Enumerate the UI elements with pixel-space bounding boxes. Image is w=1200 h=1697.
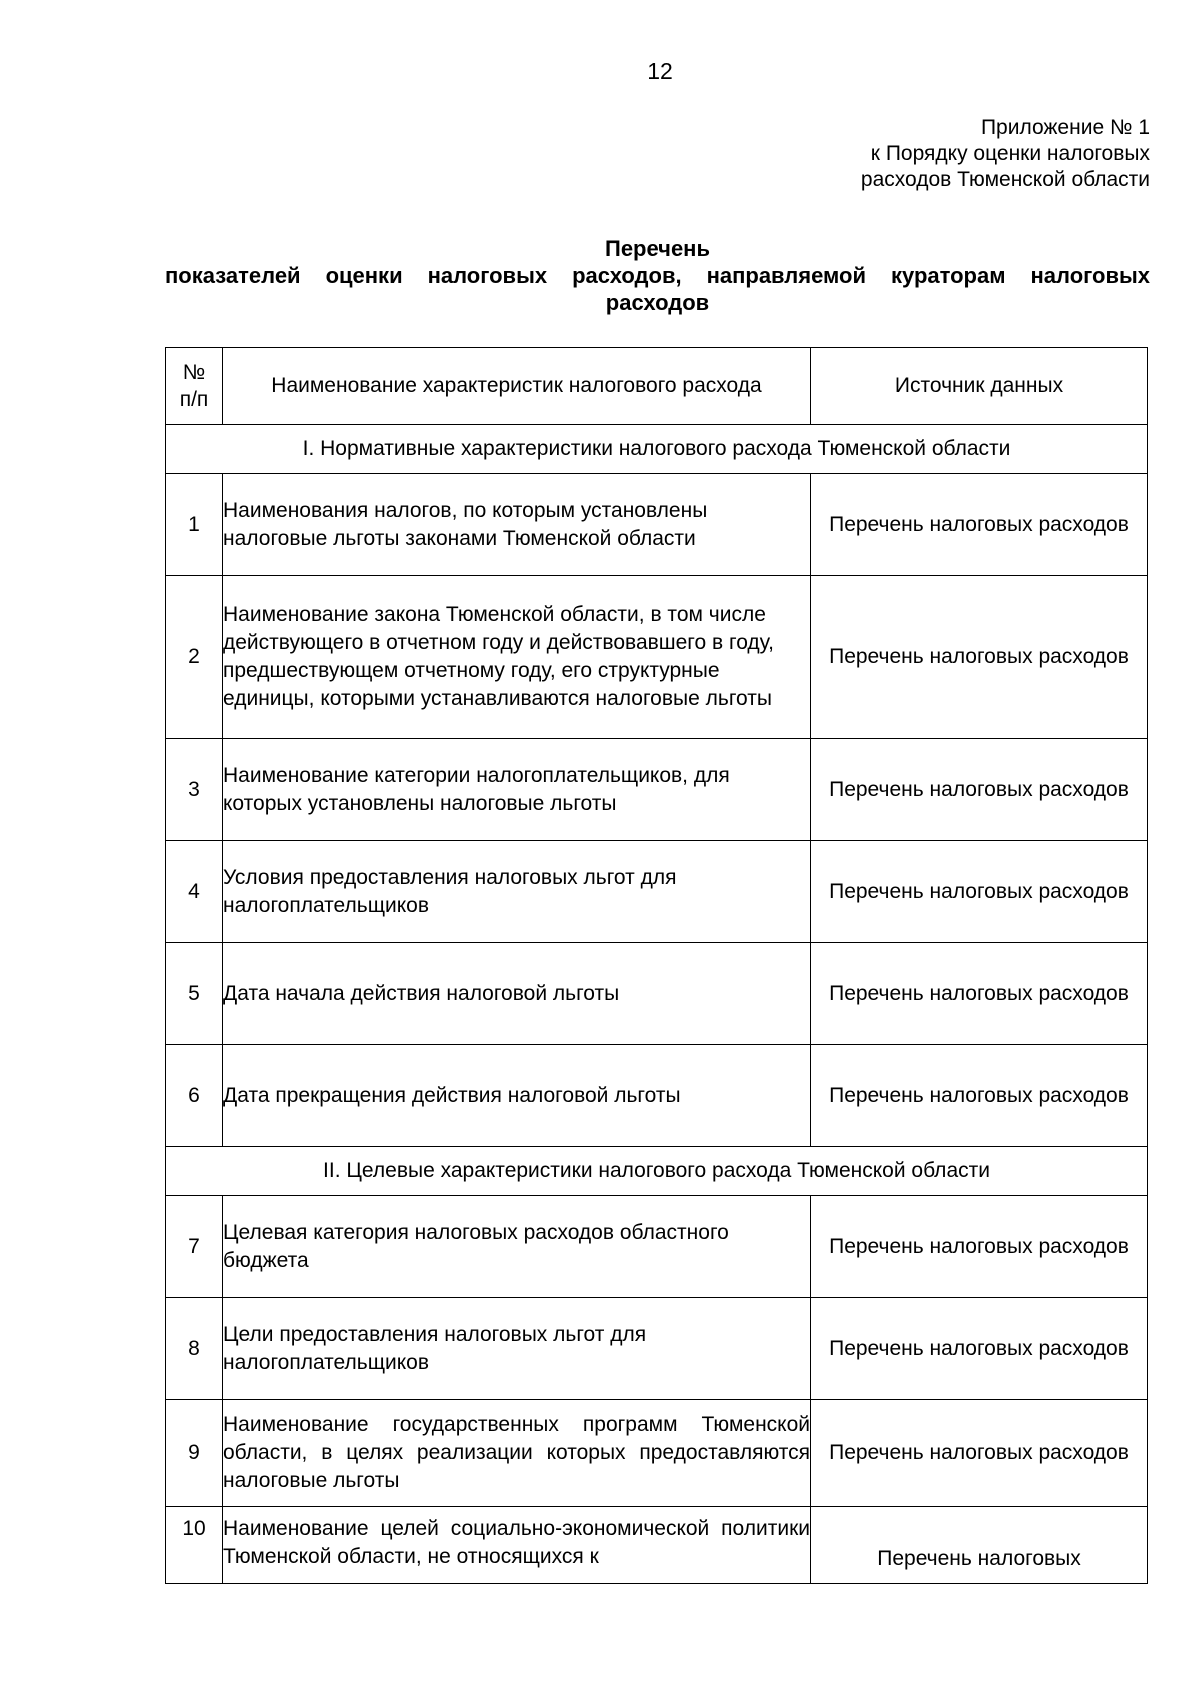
- row-num: 4: [166, 841, 223, 943]
- row-num: 10: [166, 1507, 223, 1584]
- section-title-1: I. Нормативные характеристики налогового расхода Тюменской области: [166, 425, 1148, 474]
- row-num: 2: [166, 576, 223, 739]
- row-source: Перечень налоговых расходов: [811, 1298, 1148, 1400]
- row-name: Наименования налогов, по которым установлены налоговые льготы законами Тюменской области: [223, 474, 811, 576]
- appendix-reference: [861, 115, 1150, 193]
- section-row-2: [166, 1147, 1148, 1196]
- row-name: Наименование целей социально-экономической политики Тюменской области, не относящихся к: [223, 1507, 811, 1584]
- title-line-3: расходов: [605, 290, 710, 315]
- appendix-line-2: к Порядку оценки налоговых: [870, 142, 1150, 165]
- appendix-line-3: расходов Тюменской области: [860, 168, 1150, 191]
- title-line-1: Перечень: [605, 236, 710, 261]
- row-name: Цели предоставления налоговых льгот для налогоплательщиков: [223, 1298, 811, 1400]
- row-source: Перечень налоговых расходов: [811, 841, 1148, 943]
- row-name: Дата начала действия налоговой льготы: [223, 943, 811, 1045]
- row-num: 8: [166, 1298, 223, 1400]
- appendix-line-1: Приложение № 1: [980, 116, 1150, 139]
- section-row-1: [166, 425, 1148, 474]
- row-source: Перечень налоговых расходов: [811, 1400, 1148, 1507]
- table-row: [166, 841, 1148, 943]
- title-line-2: показателей оценки налоговых расходов, направляемой кураторам налоговых: [165, 263, 1150, 288]
- page-number: 12: [647, 58, 673, 84]
- document-title: [165, 235, 1150, 316]
- row-name: Целевая категория налоговых расходов областного бюджета: [223, 1196, 811, 1298]
- table-row: [166, 1507, 1148, 1584]
- row-source: Перечень налоговых расходов: [811, 576, 1148, 739]
- row-source: Перечень налоговых расходов: [811, 474, 1148, 576]
- table-header-row: [166, 348, 1148, 425]
- row-source: Перечень налоговых расходов: [811, 943, 1148, 1045]
- table-row: [166, 1045, 1148, 1147]
- row-num: 7: [166, 1196, 223, 1298]
- section-title-2: II. Целевые характеристики налогового расхода Тюменской области: [166, 1147, 1148, 1196]
- row-source: Перечень налоговых расходов: [811, 1196, 1148, 1298]
- row-name: Наименование государственных программ Тюменской области, в целях реализации которых предоставляются налоговые льготы: [223, 1400, 811, 1507]
- indicators-table: [165, 347, 1148, 1584]
- row-num: 3: [166, 739, 223, 841]
- row-num: 1: [166, 474, 223, 576]
- row-num: 5: [166, 943, 223, 1045]
- header-name: Наименование характеристик налогового расхода: [223, 348, 811, 425]
- row-num: 6: [166, 1045, 223, 1147]
- table-row: [166, 943, 1148, 1045]
- header-num: [166, 348, 223, 425]
- table-row: [166, 739, 1148, 841]
- row-name: Условия предоставления налоговых льгот для налогоплательщиков: [223, 841, 811, 943]
- table-row: [166, 1400, 1148, 1507]
- table-row: [166, 474, 1148, 576]
- table-row: [166, 1298, 1148, 1400]
- row-num: 9: [166, 1400, 223, 1507]
- row-name: Наименование закона Тюменской области, в том числе действующего в отчетном году и действовавшего в году, предшествующем отчетному году, его структурные единицы, которыми устанавливаются налоговые льготы: [223, 576, 811, 739]
- row-name: Дата прекращения действия налоговой льготы: [223, 1045, 811, 1147]
- row-source: Перечень налоговых расходов: [811, 739, 1148, 841]
- header-num-label: № п/п: [179, 361, 209, 411]
- header-source: Источник данных: [811, 348, 1148, 425]
- row-source: Перечень налоговых расходов: [811, 1045, 1148, 1147]
- row-name: Наименование категории налогоплательщиков, для которых установлены налоговые льготы: [223, 739, 811, 841]
- table-row: [166, 576, 1148, 739]
- row-source: Перечень налоговых: [811, 1507, 1148, 1584]
- table-row: [166, 1196, 1148, 1298]
